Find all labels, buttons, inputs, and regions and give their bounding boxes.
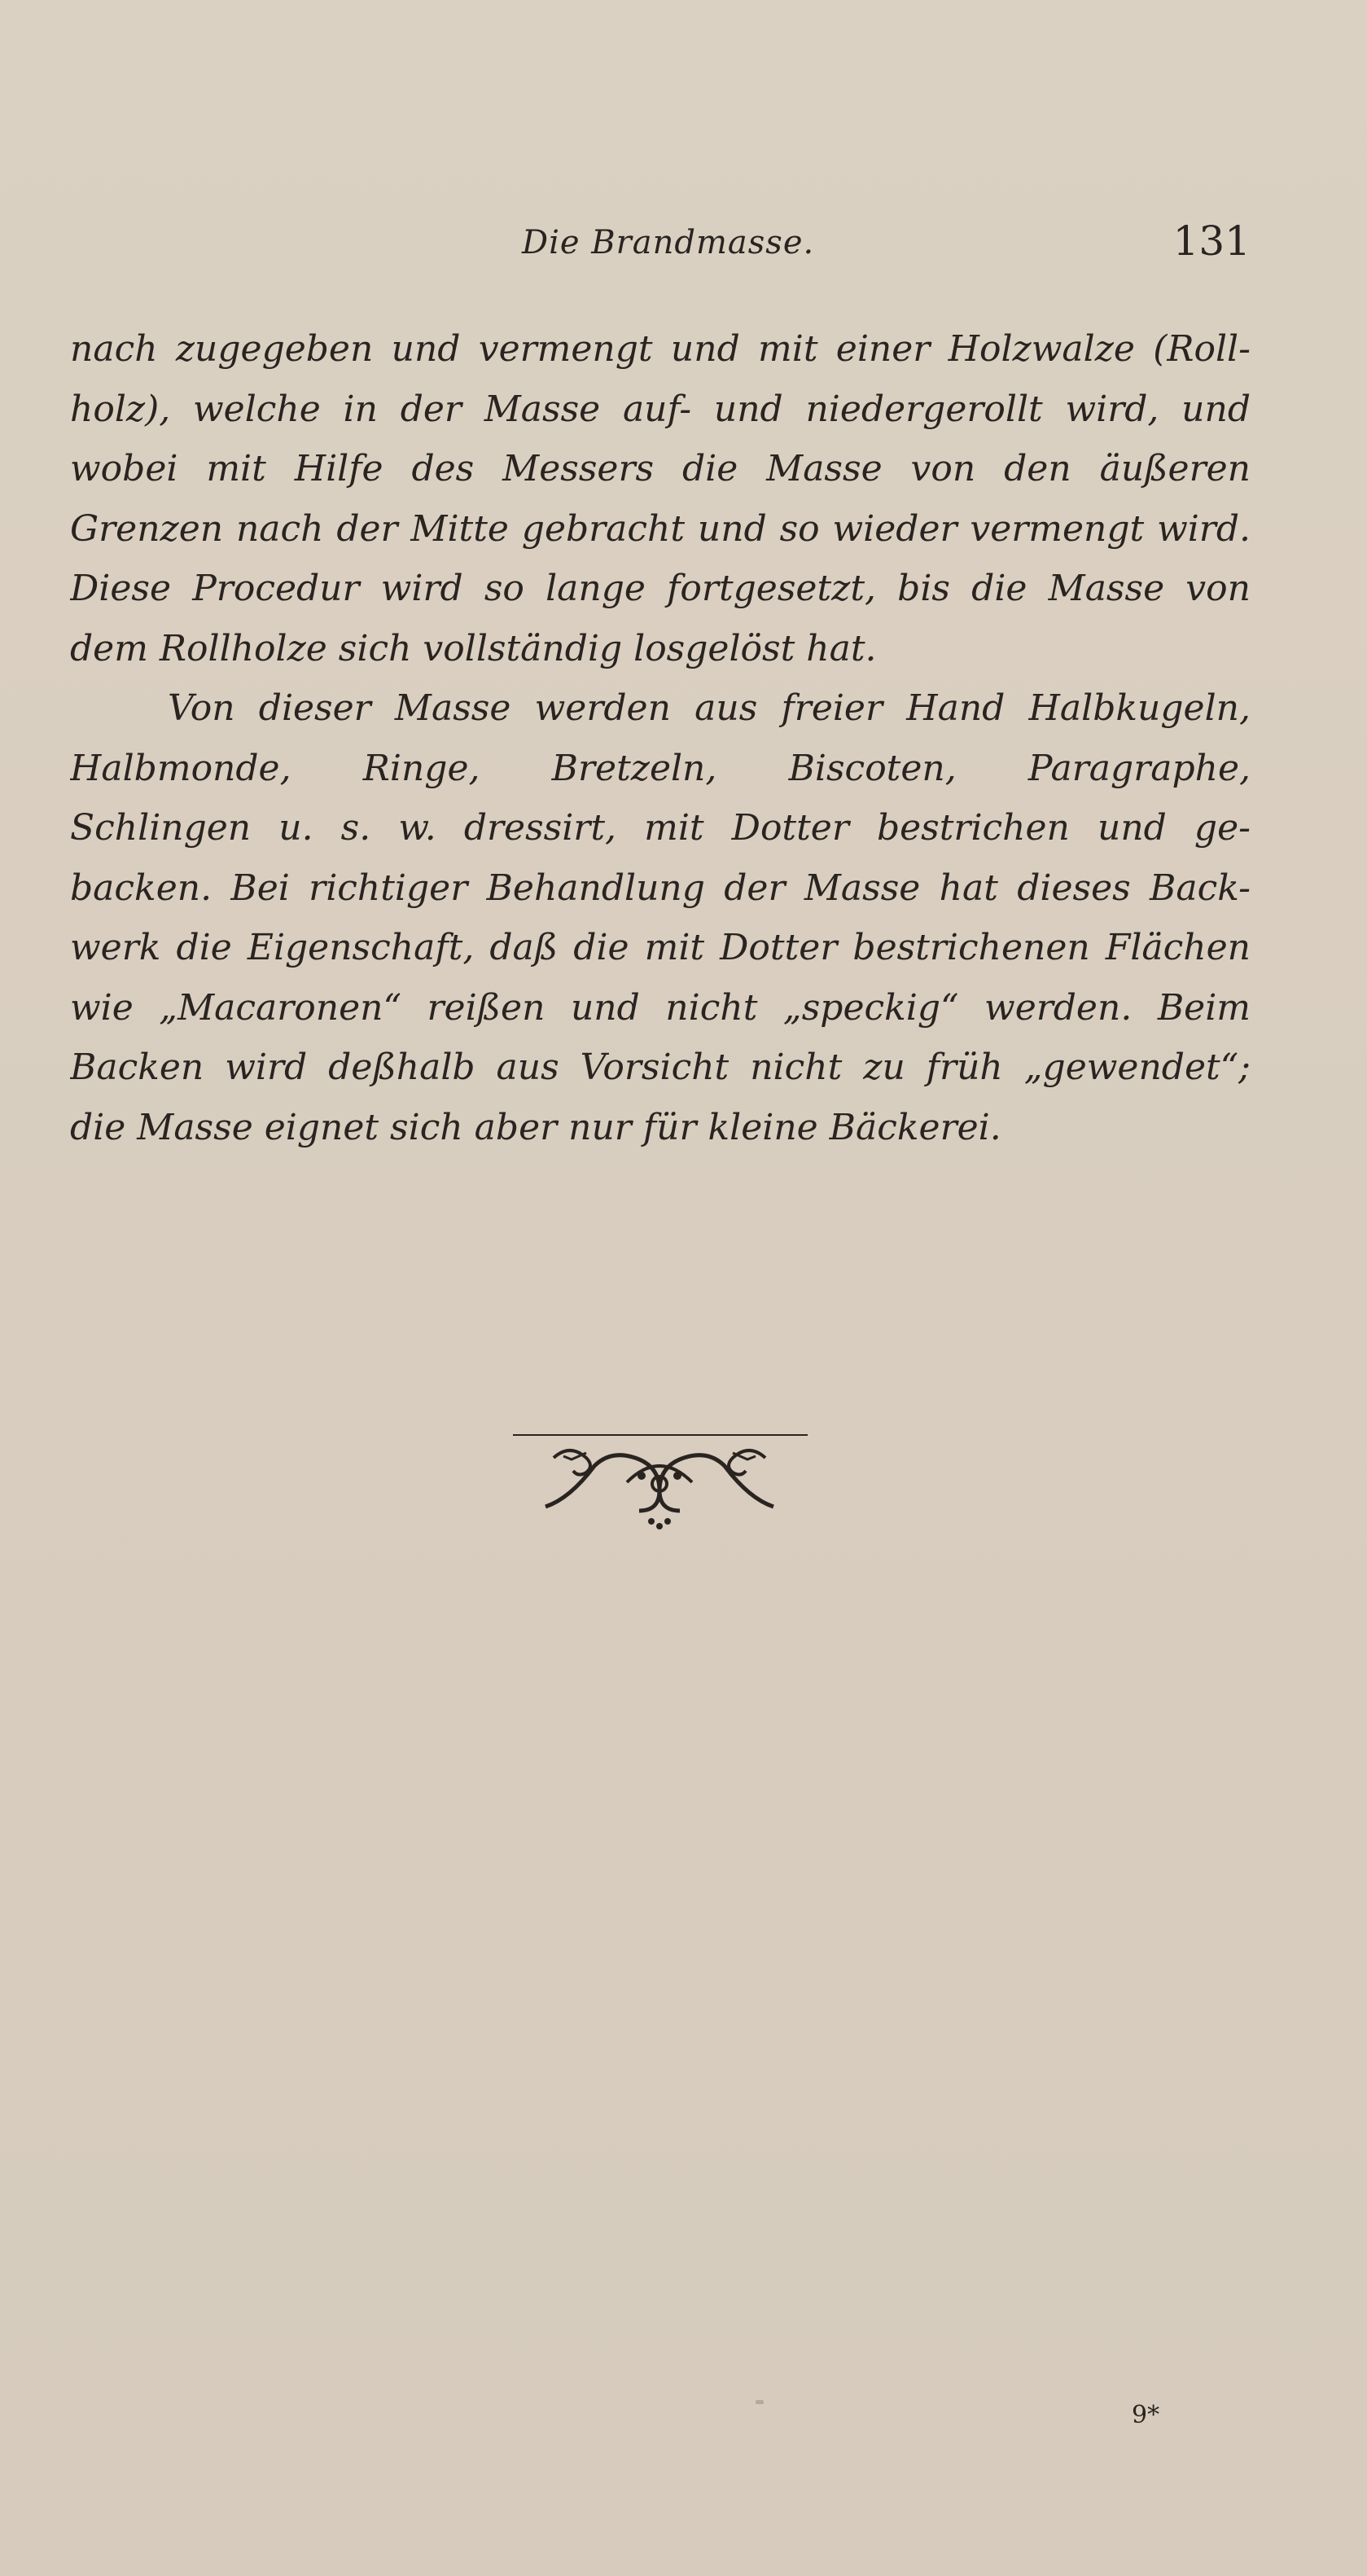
paper-speck [756, 2400, 764, 2404]
scroll-vignette-icon [505, 1425, 814, 1539]
text-line: Backen wird deßhalb aus Vorsicht nicht zu früh „gewendet“; [70, 1047, 1251, 1088]
paragraph-2 [70, 678, 1251, 1157]
signature-mark: 9* [1132, 2401, 1160, 2429]
text-line: Von dieser Masse werden aus freier Hand Halbkugeln, [168, 687, 1251, 729]
running-head [70, 217, 1251, 281]
text-line: wie „Macaronen“ reißen und nicht „speckig“ werden. Beim [70, 986, 1251, 1029]
body-text [70, 319, 1251, 1157]
text-line: die Masse eignet sich aber nur für kleine Bäckerei. [70, 1106, 1001, 1148]
text-line: Diese Procedur wird so lange fortgesetzt, bis die Masse von [70, 568, 1251, 609]
text-line: Schlingen u. s. w. dressirt, mit Dotter bestrichen und ge- [70, 807, 1251, 849]
text-line: Grenzen nach der Mitte gebracht und so wieder vermengt wird. [70, 507, 1251, 550]
text-line: dem Rollholze sich vollständig losgelöst hat. [70, 627, 877, 669]
paragraph-1 [70, 319, 1251, 678]
text-line: werk die Eigenschaft, daß die mit Dotter bestrichenen Flächen [70, 927, 1251, 968]
text-line: Halbmonde, Ringe, Bretzeln, Biscoten, Paragraphe, [70, 747, 1251, 789]
text-line: holz), welche in der Masse auf- und niedergerollt wird, und [70, 388, 1251, 430]
text-line: nach zugegeben und vermengt und mit einer Holzwalze (Roll- [70, 328, 1251, 370]
running-title: Die Brandmasse. [522, 224, 815, 261]
page-number: 131 [1172, 217, 1251, 265]
text-line: wobei mit Hilfe des Messers die Masse von den äußeren [70, 448, 1251, 489]
text-line: backen. Bei richtiger Behandlung der Masse hat dieses Back- [70, 867, 1251, 909]
